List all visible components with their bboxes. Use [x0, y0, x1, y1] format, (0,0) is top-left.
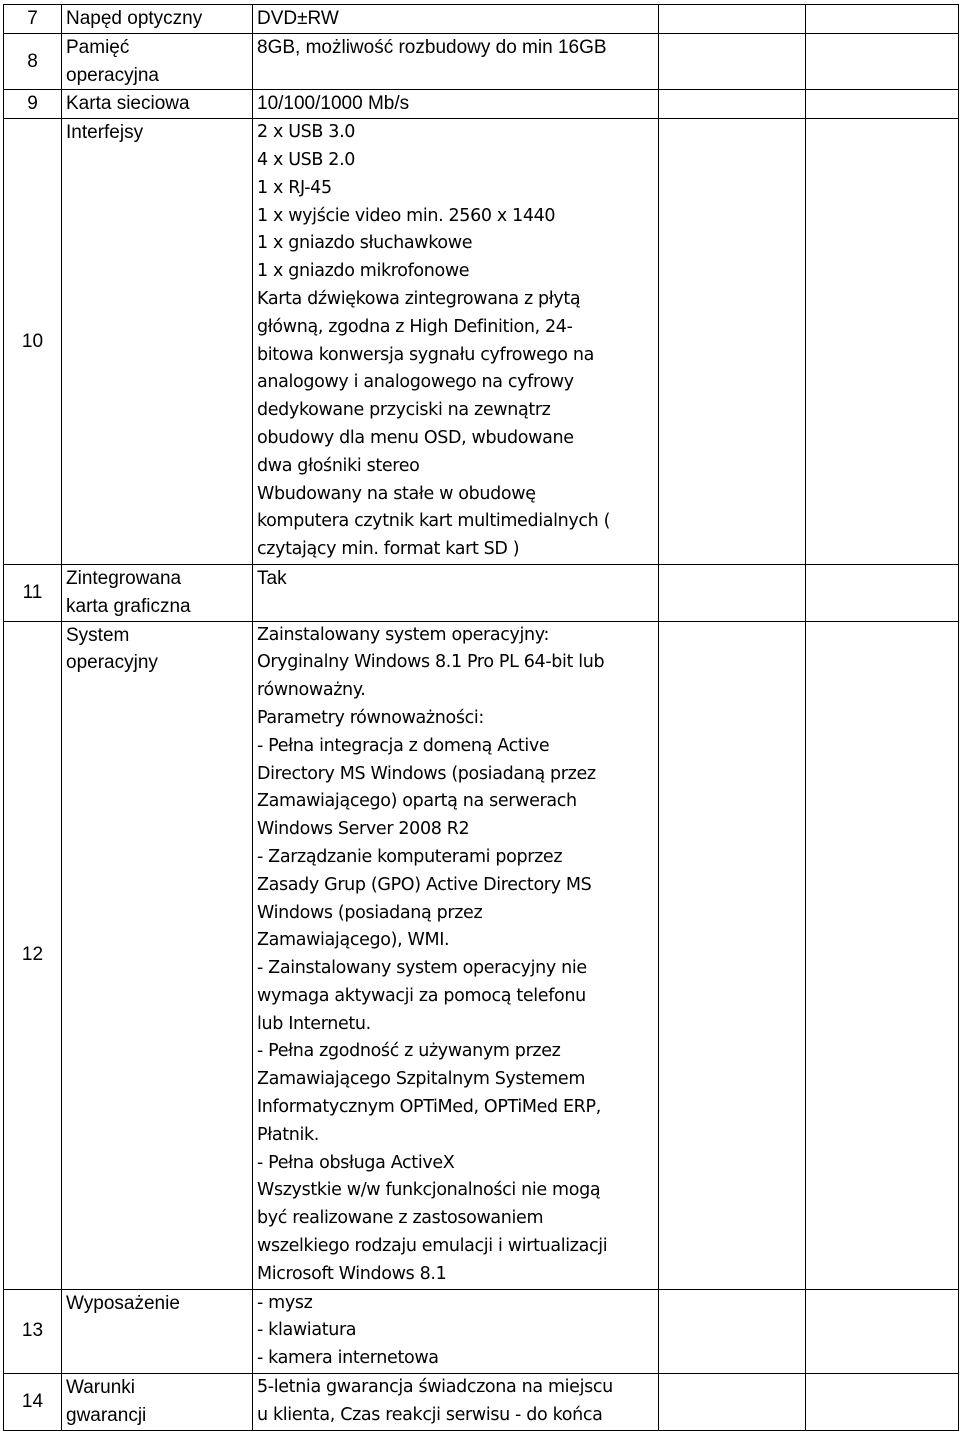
empty-cell: [659, 1289, 806, 1373]
parameter-value: Tak: [253, 564, 659, 621]
parameter-value: Zainstalowany system operacyjny: Oryginalny Windows 8.1 Pro PL 64-bit lub równoważny. Parametry równoważności: - Pełna integracja z domeną Active Directory MS Windows (posiadaną przez Zamawiającego) opartą na serwerach Windows Server 2008 R2 - Zarządzanie komputerami poprzez Zasady Grup (GPO) Active Directory MS Windows (posiadaną przez Zamawiającego), WMI. - Zainstalowany system operacyjny nie wymaga aktywacji za pomocą telefonu lub Internetu. - Pełna zgodność z używanym przez Zamawiającego Szpitalnym Systemem Informatycznym OPTiMed, OPTiMed ERP, Płatnik. - Pełna obsługa ActiveX Wszystkie w/w funkcjonalności nie mogą być realizowane z zastosowaniem wszelkiego rodzaju emulacji i wirtualizacji Microsoft Windows 8.1: [253, 621, 659, 1289]
row-number: 11: [4, 564, 62, 621]
empty-cell: [806, 1374, 959, 1431]
row-number: 10: [4, 119, 62, 565]
parameter-name: Zintegrowana karta graficzna: [62, 564, 253, 621]
parameter-name: Wyposażenie: [62, 1289, 253, 1373]
table-row: [4, 1374, 959, 1431]
table-row: [4, 33, 959, 90]
empty-cell: [806, 1289, 959, 1373]
parameter-value: 8GB, możliwość rozbudowy do min 16GB: [253, 33, 659, 90]
row-number: 9: [4, 90, 62, 119]
empty-cell: [806, 564, 959, 621]
empty-cell: [806, 5, 959, 34]
empty-cell: [806, 90, 959, 119]
empty-cell: [659, 621, 806, 1289]
parameter-value: 5-letnia gwarancja świadczona na miejscu u klienta, Czas reakcji serwisu - do końca: [253, 1374, 659, 1431]
row-number: 8: [4, 33, 62, 90]
empty-cell: [659, 119, 806, 565]
empty-cell: [806, 33, 959, 90]
empty-cell: [659, 564, 806, 621]
table-row: [4, 90, 959, 119]
row-number: 13: [4, 1289, 62, 1373]
parameter-name: Warunki gwarancji: [62, 1374, 253, 1431]
table-row: [4, 621, 959, 1289]
table-row: [4, 5, 959, 34]
row-number: 12: [4, 621, 62, 1289]
parameter-name: Karta sieciowa: [62, 90, 253, 119]
parameter-name: System operacyjny: [62, 621, 253, 1289]
empty-cell: [806, 621, 959, 1289]
row-number: 14: [4, 1374, 62, 1431]
table-row: [4, 564, 959, 621]
parameter-name: Pamięć operacyjna: [62, 33, 253, 90]
parameter-value: DVD±RW: [253, 5, 659, 34]
empty-cell: [659, 90, 806, 119]
empty-cell: [659, 33, 806, 90]
parameter-value: 10/100/1000 Mb/s: [253, 90, 659, 119]
parameter-value: 2 x USB 3.0 4 x USB 2.0 1 x RJ-45 1 x wyjście video min. 2560 x 1440 1 x gniazdo słuchawkowe 1 x gniazdo mikrofonowe Karta dźwiękowa zintegrowana z płytą główną, zgodna z High Definition, 24- bitowa konwersja sygnału cyfrowego na analogowy i analogowego na cyfrowy dedykowane przyciski na zewnątrz obudowy dla menu OSD, wbudowane dwa głośniki stereo Wbudowany na stałe w obudowę komputera czytnik kart multimedialnych ( czytający min. format kart SD ): [253, 119, 659, 565]
empty-cell: [659, 5, 806, 34]
parameter-name: Napęd optyczny: [62, 5, 253, 34]
row-number: 7: [4, 5, 62, 34]
empty-cell: [659, 1374, 806, 1431]
table-row: [4, 119, 959, 565]
spec-table: [3, 4, 959, 1431]
empty-cell: [806, 119, 959, 565]
table-row: [4, 1289, 959, 1373]
parameter-value: - mysz - klawiatura - kamera internetowa: [253, 1289, 659, 1373]
parameter-name: Interfejsy: [62, 119, 253, 565]
